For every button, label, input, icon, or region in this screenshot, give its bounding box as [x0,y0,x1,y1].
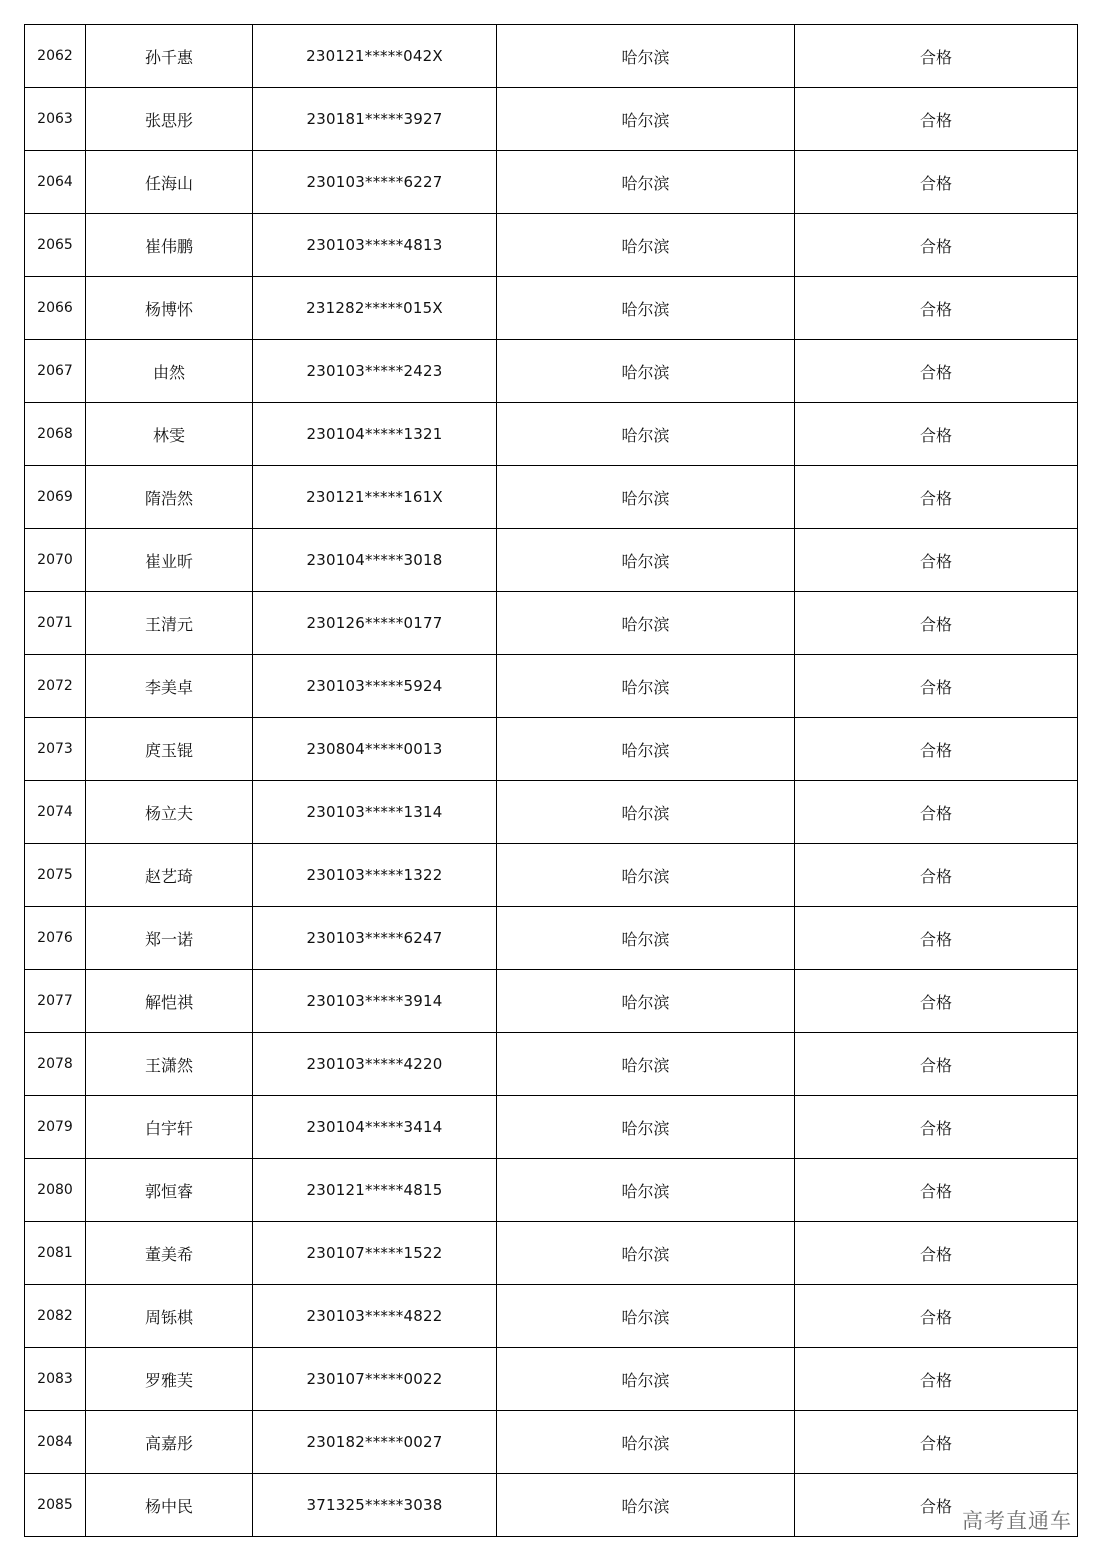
cell-sequence-number: 2083 [25,1348,86,1411]
cell-id-number: 230103*****6227 [253,151,497,214]
cell-region: 哈尔滨 [497,970,795,1033]
cell-result: 合格 [795,466,1078,529]
cell-name: 杨中民 [86,1474,253,1537]
cell-name: 郭恒睿 [86,1159,253,1222]
table-row [25,1474,1078,1537]
cell-result: 合格 [795,970,1078,1033]
cell-id-number: 230182*****0027 [253,1411,497,1474]
cell-id-number: 230181*****3927 [253,88,497,151]
cell-region: 哈尔滨 [497,529,795,592]
table-row [25,1411,1078,1474]
table-row [25,151,1078,214]
cell-sequence-number: 2085 [25,1474,86,1537]
cell-result: 合格 [795,1159,1078,1222]
cell-result: 合格 [795,1474,1078,1537]
cell-result: 合格 [795,1285,1078,1348]
cell-id-number: 230804*****0013 [253,718,497,781]
cell-sequence-number: 2062 [25,25,86,88]
cell-result: 合格 [795,277,1078,340]
cell-name: 高嘉彤 [86,1411,253,1474]
cell-id-number: 230104*****1321 [253,403,497,466]
cell-id-number: 230104*****3414 [253,1096,497,1159]
table-row [25,1159,1078,1222]
cell-region: 哈尔滨 [497,592,795,655]
table-row [25,907,1078,970]
cell-name: 庹玉锟 [86,718,253,781]
cell-id-number: 230121*****4815 [253,1159,497,1222]
cell-result: 合格 [795,592,1078,655]
cell-sequence-number: 2084 [25,1411,86,1474]
cell-result: 合格 [795,88,1078,151]
cell-region: 哈尔滨 [497,655,795,718]
watermark-text: 高考直通车 [960,1505,1074,1535]
cell-name: 郑一诺 [86,907,253,970]
cell-name: 任海山 [86,151,253,214]
cell-sequence-number: 2070 [25,529,86,592]
cell-sequence-number: 2078 [25,1033,86,1096]
cell-name: 孙千惠 [86,25,253,88]
table-row [25,844,1078,907]
table-row [25,1033,1078,1096]
cell-sequence-number: 2075 [25,844,86,907]
table-row [25,403,1078,466]
cell-name: 董美希 [86,1222,253,1285]
cell-id-number: 230121*****042X [253,25,497,88]
cell-result: 合格 [795,214,1078,277]
cell-name: 由然 [86,340,253,403]
table-row [25,970,1078,1033]
table-row [25,88,1078,151]
cell-region: 哈尔滨 [497,214,795,277]
cell-sequence-number: 2072 [25,655,86,718]
cell-result: 合格 [795,781,1078,844]
cell-region: 哈尔滨 [497,718,795,781]
cell-result: 合格 [795,403,1078,466]
cell-region: 哈尔滨 [497,277,795,340]
cell-sequence-number: 2082 [25,1285,86,1348]
cell-region: 哈尔滨 [497,25,795,88]
cell-name: 王潇然 [86,1033,253,1096]
cell-sequence-number: 2080 [25,1159,86,1222]
cell-id-number: 230121*****161X [253,466,497,529]
table-row [25,25,1078,88]
cell-result: 合格 [795,718,1078,781]
cell-region: 哈尔滨 [497,844,795,907]
results-table [24,24,1078,1537]
cell-id-number: 230103*****2423 [253,340,497,403]
cell-id-number: 230103*****1322 [253,844,497,907]
cell-name: 杨立夫 [86,781,253,844]
cell-id-number: 230107*****1522 [253,1222,497,1285]
table-row [25,1222,1078,1285]
cell-sequence-number: 2074 [25,781,86,844]
cell-region: 哈尔滨 [497,907,795,970]
cell-sequence-number: 2073 [25,718,86,781]
cell-name: 崔伟鹏 [86,214,253,277]
cell-sequence-number: 2077 [25,970,86,1033]
cell-name: 王清元 [86,592,253,655]
cell-id-number: 371325*****3038 [253,1474,497,1537]
cell-region: 哈尔滨 [497,1159,795,1222]
cell-result: 合格 [795,340,1078,403]
cell-name: 解恺祺 [86,970,253,1033]
cell-id-number: 230103*****5924 [253,655,497,718]
cell-id-number: 230104*****3018 [253,529,497,592]
cell-result: 合格 [795,907,1078,970]
cell-id-number: 230126*****0177 [253,592,497,655]
cell-name: 白宇轩 [86,1096,253,1159]
table-body [25,25,1078,1537]
table-row [25,214,1078,277]
cell-region: 哈尔滨 [497,340,795,403]
cell-region: 哈尔滨 [497,466,795,529]
cell-sequence-number: 2081 [25,1222,86,1285]
cell-name: 张思彤 [86,88,253,151]
cell-id-number: 231282*****015X [253,277,497,340]
table-row [25,466,1078,529]
table-row [25,1348,1078,1411]
cell-name: 李美卓 [86,655,253,718]
cell-name: 周铄棋 [86,1285,253,1348]
cell-region: 哈尔滨 [497,1096,795,1159]
cell-sequence-number: 2064 [25,151,86,214]
cell-region: 哈尔滨 [497,1474,795,1537]
cell-id-number: 230103*****4220 [253,1033,497,1096]
cell-sequence-number: 2076 [25,907,86,970]
cell-sequence-number: 2063 [25,88,86,151]
cell-id-number: 230103*****1314 [253,781,497,844]
cell-sequence-number: 2079 [25,1096,86,1159]
table-row [25,340,1078,403]
cell-name: 林雯 [86,403,253,466]
cell-name: 崔业昕 [86,529,253,592]
cell-result: 合格 [795,1222,1078,1285]
cell-sequence-number: 2067 [25,340,86,403]
cell-sequence-number: 2068 [25,403,86,466]
table-row [25,1285,1078,1348]
cell-result: 合格 [795,529,1078,592]
cell-id-number: 230103*****6247 [253,907,497,970]
cell-region: 哈尔滨 [497,1285,795,1348]
cell-id-number: 230103*****3914 [253,970,497,1033]
cell-sequence-number: 2066 [25,277,86,340]
cell-id-number: 230103*****4822 [253,1285,497,1348]
table-row [25,1096,1078,1159]
cell-name: 隋浩然 [86,466,253,529]
cell-sequence-number: 2071 [25,592,86,655]
cell-result: 合格 [795,25,1078,88]
table-row [25,592,1078,655]
cell-sequence-number: 2065 [25,214,86,277]
table-row [25,277,1078,340]
cell-name: 赵艺琦 [86,844,253,907]
cell-result: 合格 [795,1348,1078,1411]
cell-id-number: 230103*****4813 [253,214,497,277]
cell-result: 合格 [795,655,1078,718]
cell-result: 合格 [795,1033,1078,1096]
cell-region: 哈尔滨 [497,1033,795,1096]
cell-sequence-number: 2069 [25,466,86,529]
cell-result: 合格 [795,151,1078,214]
cell-region: 哈尔滨 [497,781,795,844]
cell-region: 哈尔滨 [497,1348,795,1411]
table-row [25,718,1078,781]
cell-result: 合格 [795,1096,1078,1159]
cell-result: 合格 [795,1411,1078,1474]
cell-region: 哈尔滨 [497,88,795,151]
table-row [25,529,1078,592]
cell-region: 哈尔滨 [497,151,795,214]
cell-name: 杨博怀 [86,277,253,340]
cell-region: 哈尔滨 [497,1411,795,1474]
cell-id-number: 230107*****0022 [253,1348,497,1411]
cell-region: 哈尔滨 [497,1222,795,1285]
cell-name: 罗雅芙 [86,1348,253,1411]
table-row [25,781,1078,844]
table-row [25,655,1078,718]
cell-result: 合格 [795,844,1078,907]
cell-region: 哈尔滨 [497,403,795,466]
